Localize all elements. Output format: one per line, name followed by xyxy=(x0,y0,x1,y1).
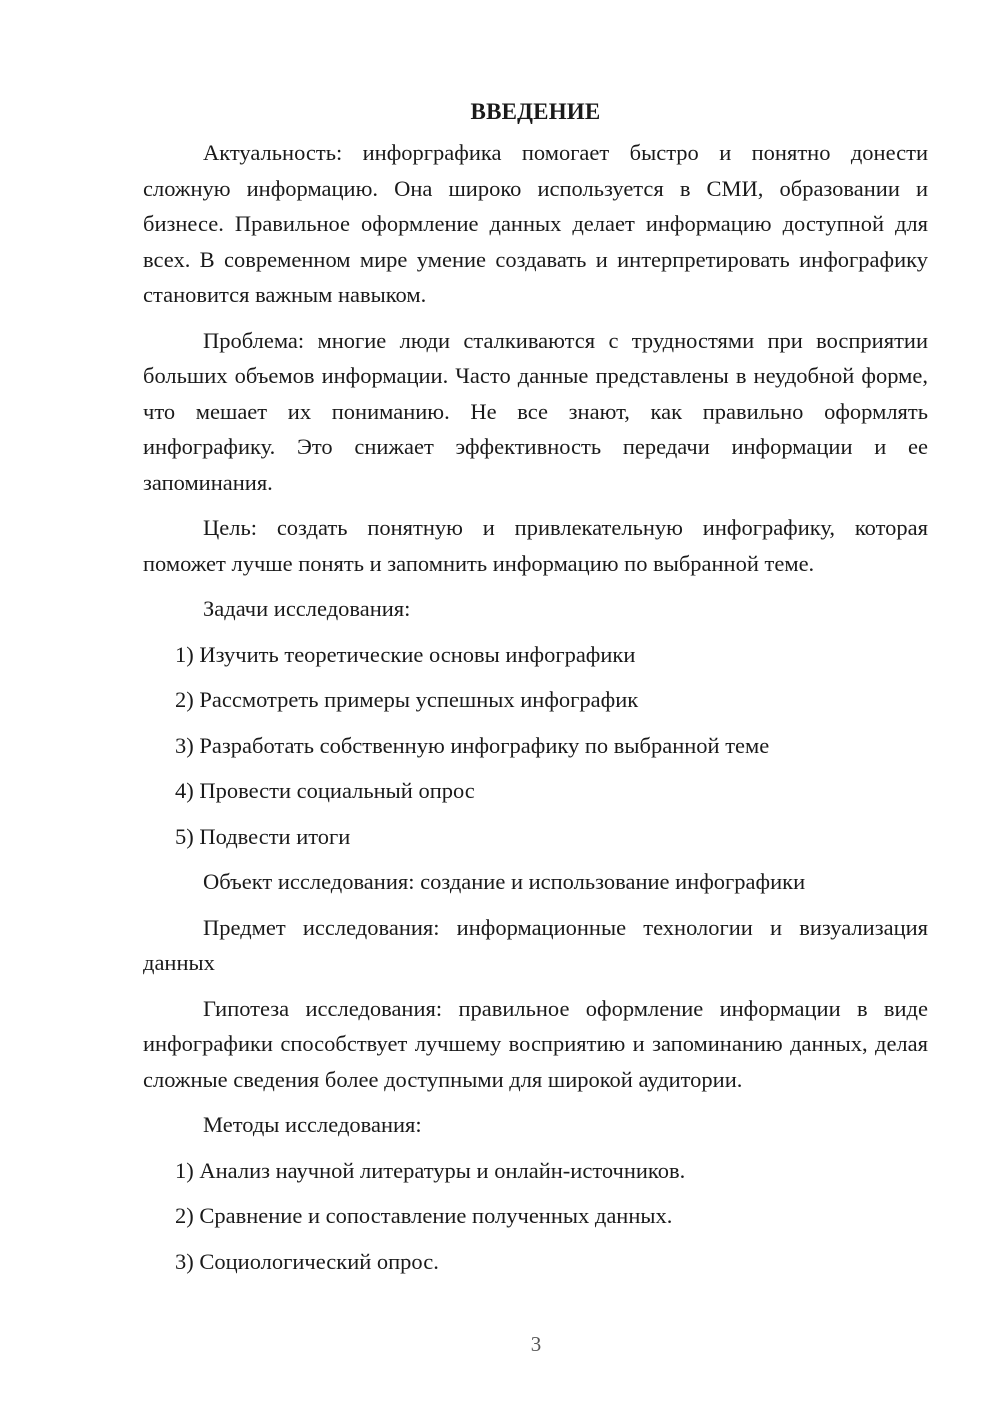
method-item: 2) Сравнение и сопоставление полученных данных. xyxy=(175,1203,673,1228)
task-item: 5) Подвести итоги xyxy=(175,823,351,849)
relevance-paragraph: Актуальность: инфорграфика помогает быстро и понятно донести сложную информацию. Она широко используется в СМИ, образовании и бизнесе. Правильное оформление данных делает информацию доступной для всех. В современном мире умение создавать и интерпретировать инфографику становится важным навыком. xyxy=(143,140,928,307)
goal-paragraph: Цель: создать понятную и привлекательную инфографику, которая поможет лучше понять и запомнить информацию по выбранной теме. xyxy=(143,515,928,576)
section-title: ВВЕДЕНИЕ xyxy=(470,99,601,124)
methods-list xyxy=(143,1153,928,1280)
method-item: 3) Социологический опрос. xyxy=(175,1248,439,1274)
tasks-heading: Задачи исследования: xyxy=(203,596,411,621)
document-body xyxy=(143,94,928,1289)
tasks-list xyxy=(143,637,928,855)
method-item: 1) Анализ научной литературы и онлайн-источников. xyxy=(175,1157,686,1183)
task-item: 2) Рассмотреть примеры успешных инфографик xyxy=(175,687,639,712)
subject-paragraph: Предмет исследования: информационные технологии и визуализация данных xyxy=(143,914,928,975)
task-item: 1) Изучить теоретические основы инфографики xyxy=(175,641,636,667)
page-number-container xyxy=(0,1332,1000,1357)
problem-paragraph: Проблема: многие люди сталкиваются с трудностями при восприятии больших объемов информации. Часто данные представлены в неудобной форме, что мешает их пониманию. Не все знают, как правильно оформлять инфографику. Это снижает эффективность передачи информации и ее запоминания. xyxy=(143,327,928,495)
task-item: 4) Провести социальный опрос xyxy=(175,778,475,803)
hypothesis-paragraph: Гипотеза исследования: правильное оформление информации в виде инфографики способствует лучшему восприятию и запоминанию данных, делая сложные сведения более доступными для широкой аудитории. xyxy=(143,995,928,1092)
object-line: Объект исследования: создание и использование инфографики xyxy=(203,869,806,894)
page-number: 3 xyxy=(530,1332,542,1356)
task-item: 3) Разработать собственную инфографику по выбранной теме xyxy=(175,732,770,758)
methods-heading: Методы исследования: xyxy=(203,1112,422,1137)
